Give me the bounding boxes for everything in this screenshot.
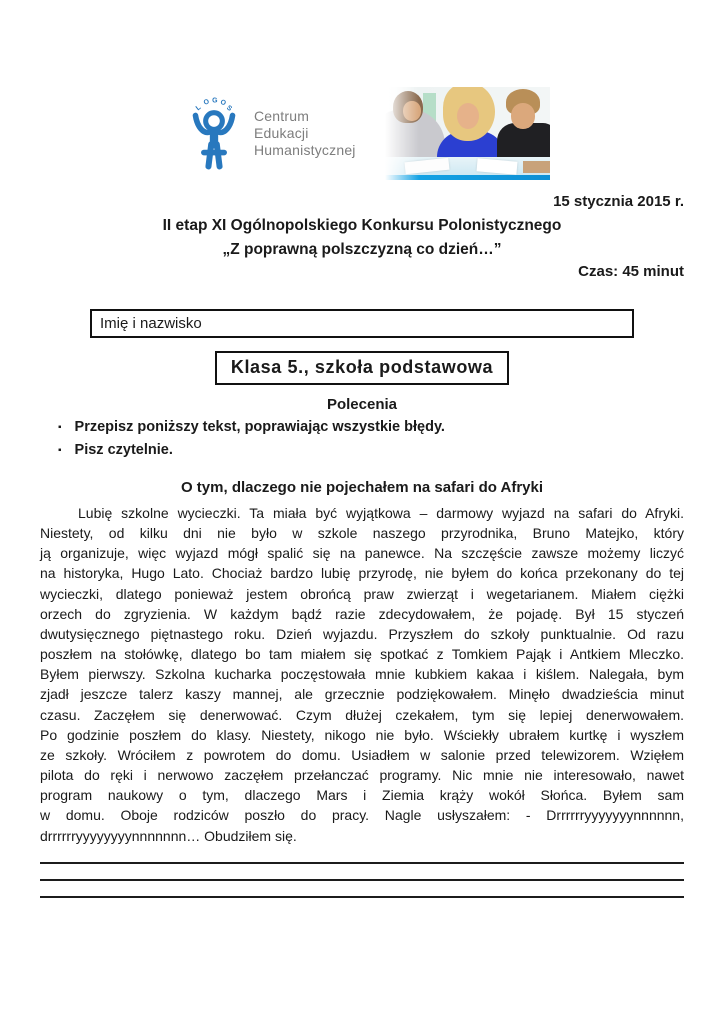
photo-student-middle-face: [457, 103, 479, 129]
logo-arc-letter: O: [219, 98, 227, 107]
answer-line: [40, 881, 684, 898]
story-line: drrrrrryyyyyyyynnnnnnn… Obudziłem się.: [40, 827, 297, 844]
story-title: O tym, dlaczego nie pojechałem na safari do Afryki: [180, 479, 544, 496]
class-level-box: Klasa 5., szkoła podstawowa: [215, 351, 509, 385]
story-line: Byłem pierwszy. Szkolna kucharka poczęstowała mnie kubkiem kakaa i kiślem. Nalegała, bym: [40, 666, 684, 683]
story-line: Po godzinie poszłem do klasy. Niestety, nikogo nie było. Wściekły ubrałem kurtkę i wyszłem: [40, 726, 684, 743]
story-text: [40, 503, 684, 846]
instructions-list: [58, 419, 680, 465]
photo-fade-overlay: [385, 87, 419, 180]
time-limit: Czas: 45 minut: [578, 263, 684, 280]
story-line: poszłem na stołówkę, dlatego bo tam miałem się spotkać z Tomkiem Pająk i Antkiem Mleczko.: [40, 646, 684, 663]
story-line: na historyka, Hugo Lato. Chociaż bardzo lubię przyrodę, nie byłem do końca przekonany do tej: [40, 565, 684, 582]
logos-person-icon: [186, 96, 242, 172]
instructions-heading: Polecenia: [326, 396, 398, 413]
instruction-text: Pisz czytelnie.: [74, 442, 173, 458]
bullet-icon: ▪: [58, 445, 62, 456]
name-field-box: [90, 309, 634, 338]
photo-book: [523, 161, 550, 173]
story-line: ją organizuje, więc wyjazd mógł spalić się na panewce. Na szczęście zawsze możemy liczyć: [40, 545, 684, 562]
instruction-text: Przepisz poniższy tekst, poprawiając wszystkie błędy.: [74, 419, 445, 435]
story-line: ze szkoły. Wróciłem z powrotem do domu. Usiadłem w salonie przed telewizorem. Wzięłem: [40, 746, 684, 763]
story-line: zjadł jeszcze talerz kaszy mannej, ale grzecznie podziękowałem. Minęło dwadzieścia minut: [40, 686, 684, 703]
story-line: Niestety, od kilku dni nie było w szkole naszego przyrodnika, Bruno Matejko, który: [40, 525, 684, 542]
story-line: czasu. Zaczęłem się denerwować. Czym dłużej czekałem, tym się lepiej denerwowałem.: [40, 706, 684, 723]
logo-org-line: Humanistycznej: [254, 142, 356, 158]
contest-title-line1: II etap XI Ogólnopolskiego Konkursu Polonistycznego: [162, 217, 562, 234]
header-banner: [176, 87, 550, 180]
name-field-label: Imię i nazwisko: [100, 315, 202, 332]
answer-lines: [40, 847, 684, 898]
story-line: Lubię szkolne wycieczki. Ta miała być wyjątkowa – darmowy wyjazd na safari do Afryki.: [78, 505, 684, 521]
instruction-item: [58, 419, 680, 435]
logo-org-line: Centrum: [254, 108, 310, 124]
photo-student-right-face: [511, 103, 535, 129]
logo-arc-letter: O: [202, 97, 211, 107]
logo-area: [176, 87, 385, 180]
story-line: pilota do ręki i nerwowo zaczęłem przełanczać programy. Nic mnie nie interesowało, nawet: [40, 767, 684, 784]
logo-arc-letter: S: [224, 103, 233, 113]
story-line: wycieczki, dlatego ponieważ jestem obrońcą praw zwierząt i wegetarianem. Miałem ciężki: [40, 585, 684, 602]
answer-line: [40, 847, 684, 864]
story-line: dwutysięcznego piętnastego roku. Dzień wyjazdu. Przyszłem do szkoły punktualnie. Od razu: [40, 625, 684, 642]
class-box-wrapper: [0, 351, 724, 385]
story-line: w domu. Oboje rodziców poszło do pracy. Nagle usłyszałem: - Drrrrrryyyyyyynnnnnn,: [40, 807, 684, 824]
logo-arc-letter: L: [194, 103, 203, 112]
story-line: program naukowy o tym, dlaczego Mars i Ziemia krąży wokół Słońca. Byłem sam: [40, 787, 684, 804]
instruction-item: [58, 442, 680, 458]
contest-title-line2: „Z poprawną polszczyzną co dzień…”: [222, 241, 502, 258]
bullet-icon: ▪: [58, 422, 62, 433]
logo-org-name: [254, 108, 356, 159]
answer-line: [40, 864, 684, 881]
story-line: orzech do zgryzienia. W każdym bądź razie zdecydowałem, że pojadę. Był 15 styczeń: [40, 605, 684, 622]
students-photo: [385, 87, 550, 180]
logo-arc-letter: G: [212, 96, 218, 104]
logo-org-line: Edukacji: [254, 125, 309, 141]
exam-date: 15 stycznia 2015 r.: [553, 193, 684, 210]
